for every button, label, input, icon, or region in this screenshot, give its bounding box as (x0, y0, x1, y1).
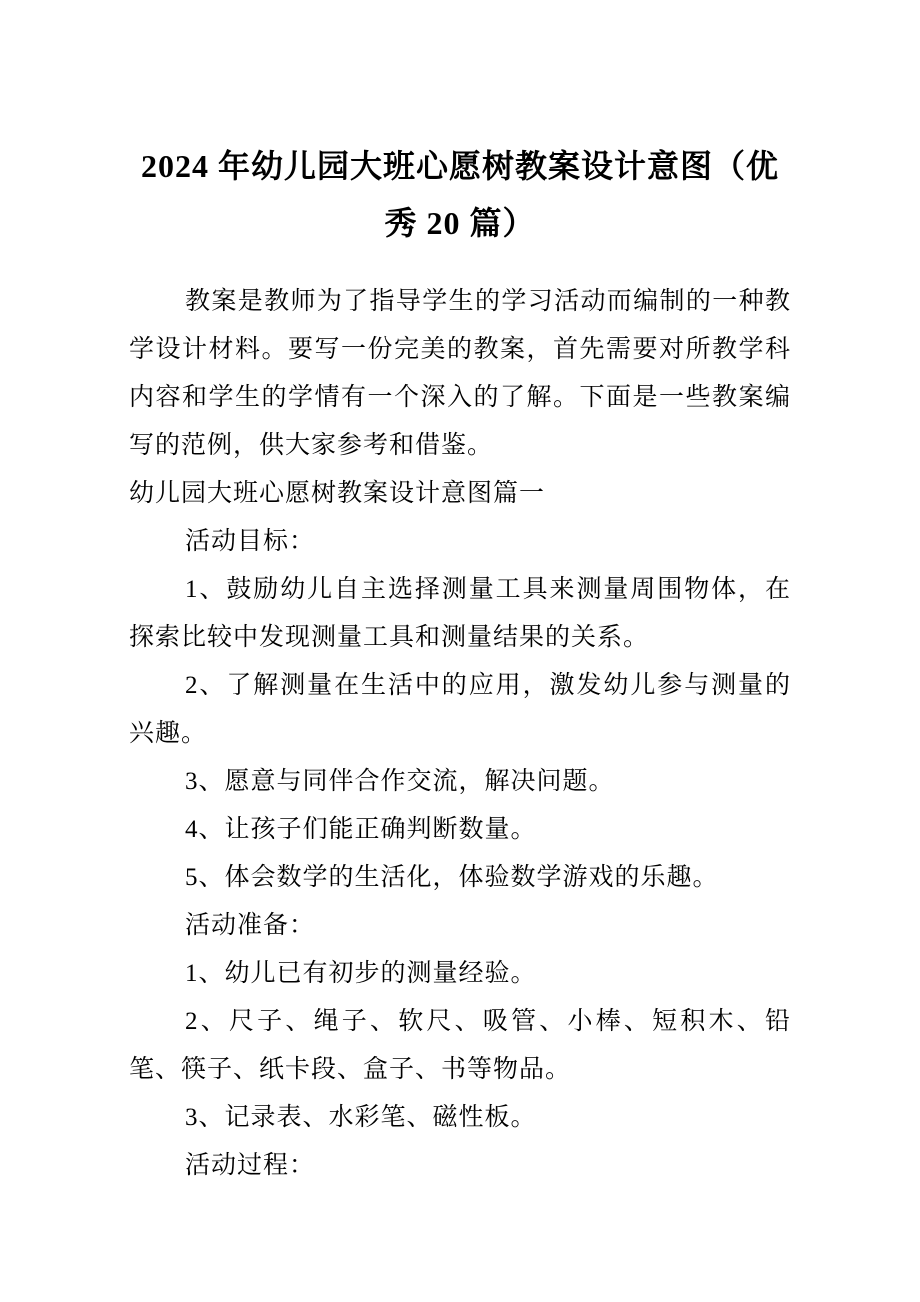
document-title-line2: 秀 20 篇） (384, 205, 536, 241)
paragraph-prep-2: 2、尺子、绳子、软尺、吸管、小棒、短积木、铅笔、筷子、纸卡段、盒子、书等物品。 (129, 1008, 791, 1083)
paragraph-intro: 教案是教师为了指导学生的学习活动而编制的一种教学设计材料。要写一份完美的教案，首先需要对所教学科内容和学生的学情有一个深入的了解。下面是一些教案编写的范例，供大家参考和借鉴。 (129, 288, 791, 459)
paragraph-goal-5: 5、体会数学的生活化，体验数学游戏的乐趣。 (185, 864, 719, 891)
paragraph-goal-4: 4、让孩子们能正确判断数量。 (185, 816, 537, 843)
document-title-line1: 2024 年幼儿园大班心愿树教案设计意图（优 (140, 148, 779, 184)
paragraph-activity-goals-heading: 活动目标： (185, 528, 316, 555)
paragraph-goal-1: 1、鼓励幼儿自主选择测量工具来测量周围物体，在探索比较中发现测量工具和测量结果的关系。 (129, 576, 791, 651)
document-title (129, 138, 791, 252)
paragraph-goal-2: 2、了解测量在生活中的应用，激发幼儿参与测量的兴趣。 (129, 672, 791, 747)
paragraph-section-heading: 幼儿园大班心愿树教案设计意图篇一 (129, 480, 546, 507)
document-body (129, 278, 791, 1190)
paragraph-activity-prep-heading: 活动准备： (185, 912, 316, 939)
paragraph-prep-3: 3、记录表、水彩笔、磁性板。 (185, 1104, 537, 1131)
paragraph-prep-1: 1、幼儿已有初步的测量经验。 (185, 960, 537, 987)
paragraph-activity-process-heading: 活动过程： (185, 1152, 316, 1179)
paragraph-goal-3: 3、愿意与同伴合作交流，解决问题。 (185, 768, 615, 795)
